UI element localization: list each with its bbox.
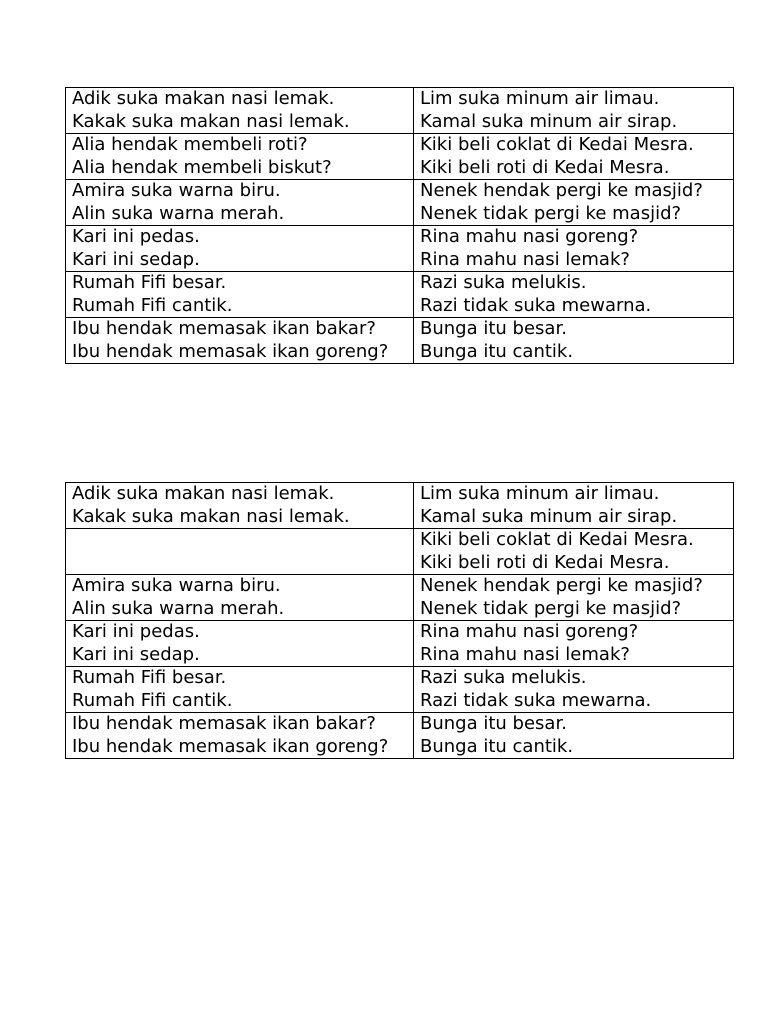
sentence: Kari ini sedap. xyxy=(72,248,200,270)
left-cell xyxy=(66,713,414,759)
table-row xyxy=(66,713,734,759)
left-cell-empty xyxy=(66,529,414,575)
sentence: Alia hendak membeli roti? xyxy=(72,134,308,155)
sentence: Rumah Fifi cantik. xyxy=(72,689,233,711)
table-row xyxy=(66,318,734,364)
sentence: Bunga itu cantik. xyxy=(420,340,574,362)
sentence: Alia hendak membeli biskut? xyxy=(72,156,332,178)
left-cell xyxy=(66,226,414,272)
sentence: Nenek hendak pergi ke masjid? xyxy=(420,180,703,201)
sentence: Amira suka warna biru. xyxy=(72,575,281,596)
table-row xyxy=(66,529,734,575)
sentence: Kamal suka minum air sirap. xyxy=(420,505,678,527)
sentence: Amira suka warna biru. xyxy=(72,180,281,201)
right-cell xyxy=(414,621,734,667)
right-cell xyxy=(414,88,734,134)
left-cell xyxy=(66,134,414,180)
right-cell xyxy=(414,226,734,272)
sentence: Kari ini sedap. xyxy=(72,643,200,665)
left-cell xyxy=(66,88,414,134)
sentence: Adik suka makan nasi lemak. xyxy=(72,483,335,504)
sentence: Razi tidak suka mewarna. xyxy=(420,294,652,316)
sentence: Kamal suka minum air sirap. xyxy=(420,110,678,132)
table-row xyxy=(66,483,734,529)
sentence: Kakak suka makan nasi lemak. xyxy=(72,505,350,527)
sentence: Kakak suka makan nasi lemak. xyxy=(72,110,350,132)
right-cell xyxy=(414,272,734,318)
sentence: Alin suka warna merah. xyxy=(72,202,285,224)
left-cell xyxy=(66,621,414,667)
sentence: Kari ini pedas. xyxy=(72,621,200,642)
sentence: Kiki beli roti di Kedai Mesra. xyxy=(420,551,670,573)
table-row xyxy=(66,226,734,272)
sentence: Nenek tidak pergi ke masjid? xyxy=(420,597,682,619)
left-cell xyxy=(66,272,414,318)
left-cell xyxy=(66,575,414,621)
sentence: Nenek hendak pergi ke masjid? xyxy=(420,575,703,596)
sentence: Razi suka melukis. xyxy=(420,272,587,293)
right-cell xyxy=(414,318,734,364)
sentence: Rumah Fifi besar. xyxy=(72,667,227,688)
right-cell xyxy=(414,713,734,759)
table-row xyxy=(66,134,734,180)
sentence-table-1 xyxy=(65,87,734,364)
table-row xyxy=(66,575,734,621)
sentence: Ibu hendak memasak ikan bakar? xyxy=(72,713,376,734)
table-row xyxy=(66,272,734,318)
sentence: Alin suka warna merah. xyxy=(72,597,285,619)
right-cell xyxy=(414,180,734,226)
left-cell xyxy=(66,180,414,226)
sentence: Rumah Fifi besar. xyxy=(72,272,227,293)
sentence: Rumah Fifi cantik. xyxy=(72,294,233,316)
right-cell xyxy=(414,529,734,575)
sentence: Rina mahu nasi lemak? xyxy=(420,643,630,665)
left-cell xyxy=(66,483,414,529)
sentence: Adik suka makan nasi lemak. xyxy=(72,88,335,109)
sentence: Lim suka minum air limau. xyxy=(420,88,660,109)
right-cell xyxy=(414,134,734,180)
sentence: Nenek tidak pergi ke masjid? xyxy=(420,202,682,224)
right-cell xyxy=(414,667,734,713)
sentence: Rina mahu nasi goreng? xyxy=(420,226,639,247)
sentence: Bunga itu cantik. xyxy=(420,735,574,757)
sentence: Ibu hendak memasak ikan goreng? xyxy=(72,735,389,757)
sentence: Kiki beli roti di Kedai Mesra. xyxy=(420,156,670,178)
sentence: Razi suka melukis. xyxy=(420,667,587,688)
table-row xyxy=(66,621,734,667)
right-cell xyxy=(414,575,734,621)
sentence: Razi tidak suka mewarna. xyxy=(420,689,652,711)
sentence: Rina mahu nasi goreng? xyxy=(420,621,639,642)
sentence: Kiki beli coklat di Kedai Mesra. xyxy=(420,529,694,550)
right-cell xyxy=(414,483,734,529)
table-row xyxy=(66,667,734,713)
left-cell xyxy=(66,318,414,364)
sentence: Bunga itu besar. xyxy=(420,713,567,734)
sentence: Kari ini pedas. xyxy=(72,226,200,247)
table-row xyxy=(66,88,734,134)
sentence: Bunga itu besar. xyxy=(420,318,567,339)
sentence: Kiki beli coklat di Kedai Mesra. xyxy=(420,134,694,155)
sentence: Ibu hendak memasak ikan bakar? xyxy=(72,318,376,339)
left-cell xyxy=(66,667,414,713)
sentence: Lim suka minum air limau. xyxy=(420,483,660,504)
sentence: Rina mahu nasi lemak? xyxy=(420,248,630,270)
sentence-table-2 xyxy=(65,482,734,759)
sentence: Ibu hendak memasak ikan goreng? xyxy=(72,340,389,362)
table-row xyxy=(66,180,734,226)
